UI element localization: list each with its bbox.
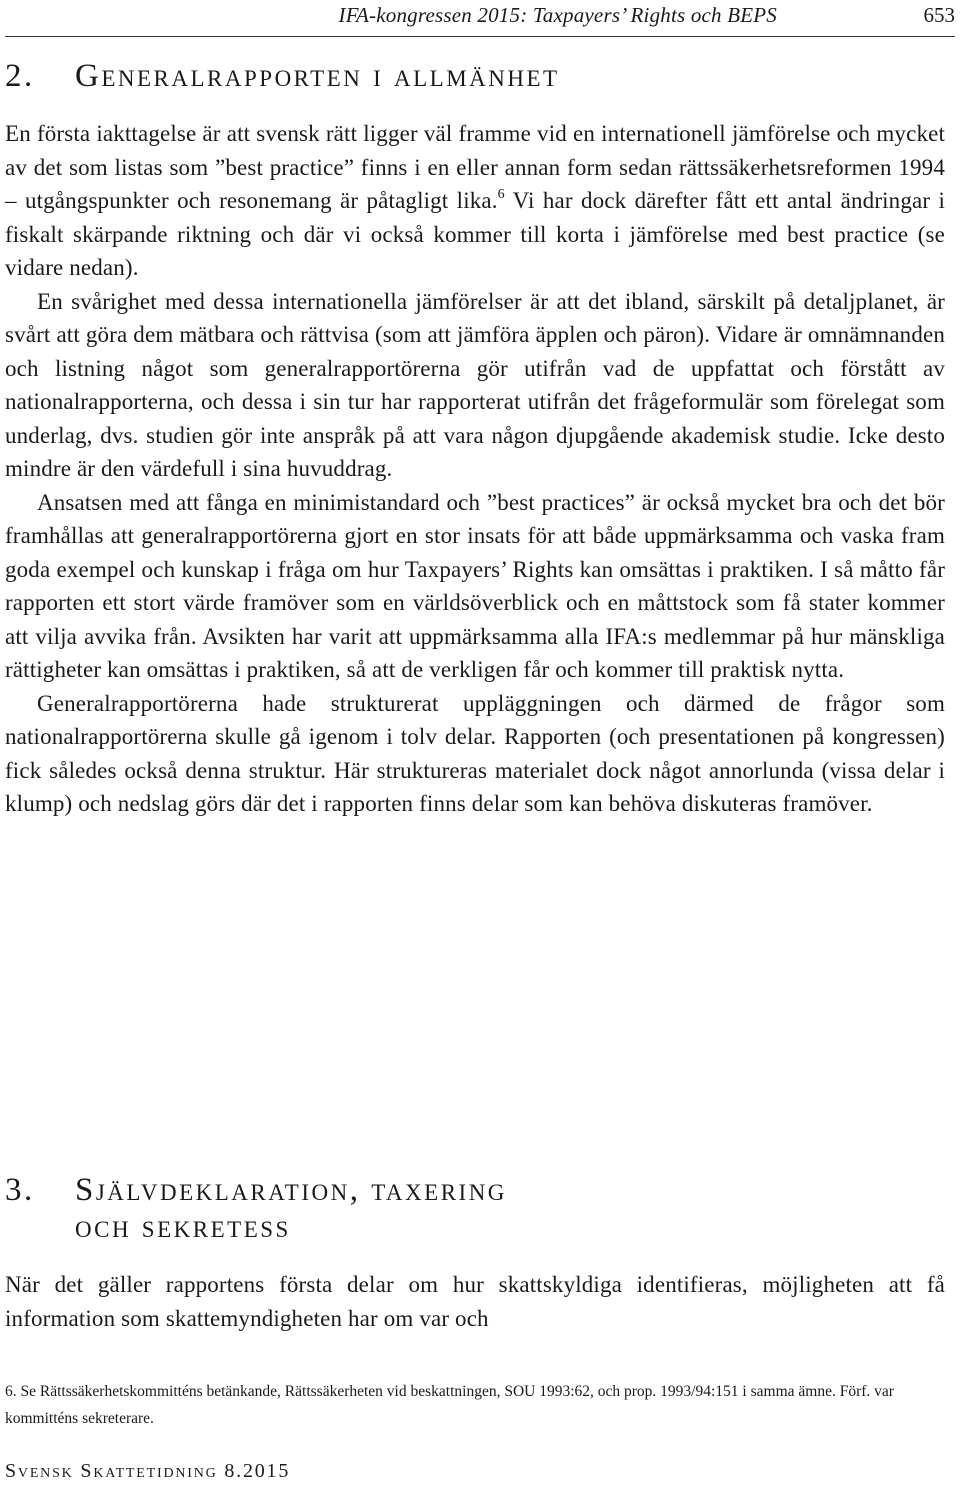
paragraph-1 [5, 117, 945, 285]
section-3-heading [5, 1172, 507, 1246]
paragraph-4: Generalrapportörerna hade strukturerat uppläggningen och därmed de frågor som nationalrapportörerna skulle gå igenom i tolv delar. Rapporten (och presentationen på kongressen) fick således också denna struktur. Här struktureras materialet dock något annorlunda (vissa delar i klump) och nedslag görs där det i rapporten finns delar som kan behöva diskuteras framöver. [5, 690, 945, 816]
footnote-text: 6. Se Rättssäkerhetskommitténs betänkande, Rättssäkerheten vid beskattningen, SOU 1993:62, och prop. 1993/94:151 i samma ämne. Förf. var kommitténs sekreterare. [5, 1383, 894, 1427]
journal-footer: Svensk Skattetidning 8.2015 [5, 1460, 291, 1482]
section-3-paragraph-1: När det gäller rapportens första delar om hur skattskyldiga identifieras, möjligheten att få information som skattemyndigheten har om var och [5, 1272, 945, 1331]
section-2-title: Generalrapporten i allmänhet [75, 58, 560, 94]
page-number: 653 [923, 3, 955, 27]
running-title: IFA-kongressen 2015: Taxpayers’ Rights och BEPS [338, 3, 777, 27]
section-3-title-line-2: och sekretess [75, 1209, 291, 1245]
footnote-ref-6[interactable]: 6 [497, 187, 505, 202]
section-3-body [5, 1268, 945, 1335]
section-2-number: 2. [5, 58, 35, 94]
section-3-number: 3. [5, 1172, 35, 1208]
section-2-heading [5, 58, 560, 95]
section-3-title-line-1: Självdeklaration, taxering [75, 1172, 507, 1208]
paragraph-3: Ansatsen med att fånga en minimistandard och ”best practices” är också mycket bra och det bör framhållas att generalrapportörerna gjort en stor insats för att både uppmärksamma och vaska fram goda exempel och kunskap i fråga om hur Taxpayers’ Rights kan omsättas i praktiken. I så måtto får rapporten ett stort värde framöver som en världsöverblick och en måttstock som få stater kommer att vilja avvika från. Avsikten har varit att uppmärksamma alla IFA:s medlemmar på hur mänskliga rättigheter kan omsättas i praktiken, så att de verkligen får och kommer till praktisk nytta. [5, 489, 945, 682]
document-page [5, 0, 955, 1489]
running-header [5, 0, 955, 37]
paragraph-1-text-a: En första iakttagelse är att svensk rätt ligger väl framme vid en internationell jämförelse och mycket av det som listas som ”best practice” finns i en eller annan form sedan rättssäkerhetsreformen 1994 – utgångspunkter och resonemang är påtagligt lika. [5, 121, 945, 213]
paragraph-2: En svårighet med dessa internationella jämförelser är att det ibland, särskilt på detaljplanet, är svårt att göra dem mätbara och rättvisa (som att jämföra äpplen och päron). Vidare är omnämnanden och listning något som generalrapportörerna gör utifrån vad de uppfattat och förstått av nationalrapporterna, och dessa i sin tur har rapporterat utifrån det frågeformulär som förelegat som underlag, dvs. studien gör inte anspråk på att vara någon djupgående akademisk studie. Icke desto mindre är den värdefull i sina huvuddrag. [5, 288, 945, 481]
paragraph-1-text-b: Vi har dock därefter fått ett antal ändringar i fiskalt skärpande riktning och där vi också kommer till korta i jämförelse med best practice (se vidare nedan). [5, 188, 945, 280]
section-2-body [5, 117, 945, 821]
footnote-6 [5, 1378, 905, 1432]
